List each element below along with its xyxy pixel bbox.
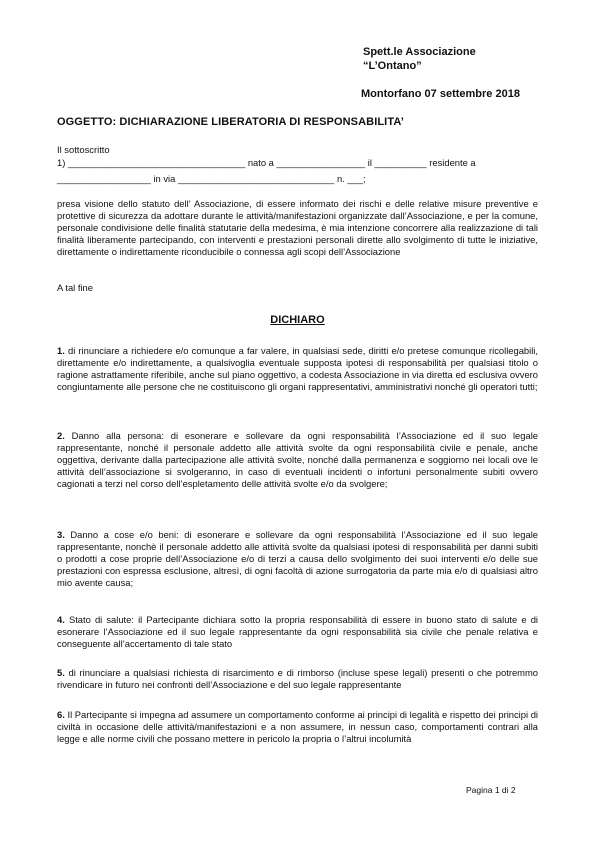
item-text: Il Partecipante si impegna ad assumere un comportamento conforme ai principi di legalità e rispetto dei principi di civiltà in occasione delle attività/manifestazioni e a non assumere, in nessun caso, comportamenti contrari alla legge e alle norme civili che possano mettere in pericolo la propria o l’altrui incolumità bbox=[57, 709, 538, 744]
a-tal-fine: A tal fine bbox=[57, 282, 93, 293]
recipient-block bbox=[363, 45, 476, 73]
item-number: 2. bbox=[57, 430, 65, 441]
recipient-line-1: Spett.le Associazione bbox=[363, 46, 476, 58]
declaration-item-3 bbox=[57, 529, 538, 589]
form-row-2: __________________ in via ______________________________ n. ___; bbox=[57, 173, 366, 184]
item-text: Stato di salute: il Partecipante dichiara sotto la propria responsabilità di essere in buono stato di salute e di esonerare l’Associazione ed il suo legale rappresentante da ogni responsabilità sia civile che penale relativa e conseguente all’accertamento di tale stato bbox=[57, 614, 538, 649]
page-number: Pagina 1 di 2 bbox=[466, 785, 516, 795]
item-text: di rinunciare a richiedere e/o comunque a far valere, in qualsiasi sede, diritti e/o pretese comunque ricollegabili, direttamente e/o indirettamente, a qualsivoglia eventuale supposta ipotesi di responsabilità per qualsiasi titolo o ragione astrattamente riferibile, anche sul piano oggettivo, a codesta Associazione in via diretta ed esclusiva ovvero congiuntamente alle persone che ne costituiscono gli organi rappresentativi, amministrativi nonché gli operatori tutti; bbox=[57, 345, 538, 392]
declaration-heading: DICHIARO bbox=[270, 314, 325, 326]
form-row-1: 1) __________________________________ nato a _________________ il __________ residente a bbox=[57, 157, 476, 168]
preamble-paragraph: presa visione dello statuto dell’ Associazione, di essere informato dei rischi e delle relative misure preventive e protettive di sicurezza da adottare durante le attività/manifestazioni organizzate dall’Associazione, e per la comune, personale condivisione delle finalità statutarie della medesima, è mia intenzione concorrere alla realizzazione di tali finalità liberamente partecipando, con interventi e prestazioni personali dirette allo svolgimento di tutte le iniziative, direttamente o indirettamente riconducibile o connessa agli scopi dell’Associazione bbox=[57, 198, 538, 257]
declaration-item-5 bbox=[57, 667, 538, 691]
item-text: Danno a cose e/o beni: di esonerare e sollevare da ogni responsabilità l’Associazione ed il suo legale rappresentante, nonchè il personale addetto alle attività svolte da qualsiasi ipotesi di responsabilità per danni subiti o prodotti a cose proprie dell’Associazione e/o di terzi a causa dello svolgimento dei suoi interventi e/o delle sue prestazioni con espressa esclusione, altresì, di ogni facoltà di azione surrogatoria da parte mia e/o di qualsiasi altro mio avente causa; bbox=[57, 529, 538, 588]
item-text: Danno alla persona: di esonerare e sollevare da ogni responsabilità l’Associazione ed il suo legale rappresentante, nonché il personale addetto alle attività svolte da ogni responsabilità civile e penale, anche oggettiva, derivante dalla partecipazione alle attività svolte, nonché dalla permanenza e soggiorno nei locali ove le attività dell’associazione si svolgeranno, in caso di eventuali incidenti o infortuni personalmente subiti ovvero cagionati a terzi nel corso dell’espletamento delle attività svolte e/o da svolgere; bbox=[57, 430, 538, 489]
item-number: 5. bbox=[57, 667, 65, 678]
item-number: 3. bbox=[57, 529, 65, 540]
item-text: di rinunciare a qualsiasi richiesta di risarcimento e di rimborso (incluse spese legali) presenti o che potremmo rivendicare in futuro nei confronti dell’Associazione e del suo legale rappresentante bbox=[57, 667, 538, 690]
form-intro: Il sottoscritto bbox=[57, 144, 110, 155]
declaration-item-1 bbox=[57, 345, 538, 393]
declaration-item-2 bbox=[57, 430, 538, 490]
place-date: Montorfano 07 settembre 2018 bbox=[361, 88, 520, 100]
subject-line: OGGETTO: DICHIARAZIONE LIBERATORIA DI RESPONSABILITA’ bbox=[57, 116, 404, 128]
item-number: 6. bbox=[57, 709, 65, 720]
declaration-item-4 bbox=[57, 614, 538, 650]
item-number: 4. bbox=[57, 614, 65, 625]
item-number: 1. bbox=[57, 345, 65, 356]
declaration-item-6 bbox=[57, 709, 538, 745]
recipient-line-2: “L’Ontano” bbox=[363, 60, 422, 72]
